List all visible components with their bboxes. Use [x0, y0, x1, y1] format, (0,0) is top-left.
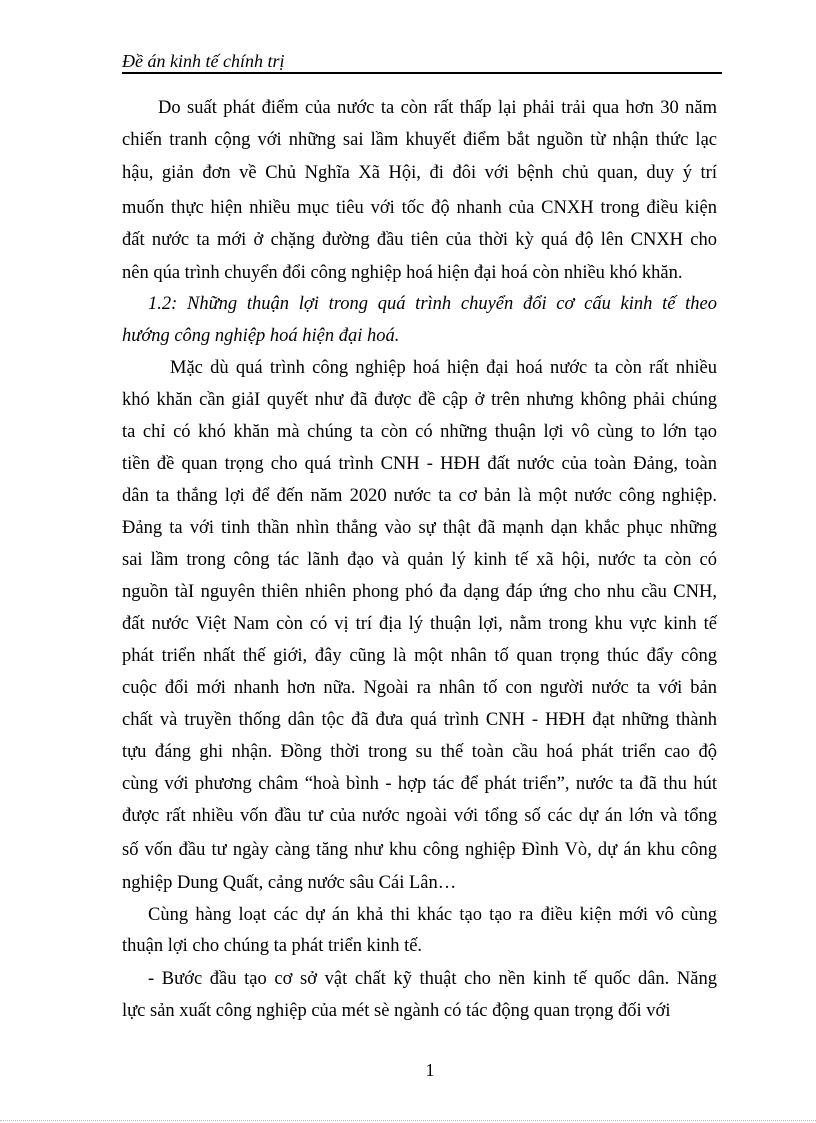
text-line: đất nước Việt Nam còn có vị trí địa lý thuận lợi, nằm trong khu vực kinh tế	[122, 614, 717, 634]
text-line: nghiệp Dung Quất, cảng nước sâu Cái Lân…	[122, 873, 457, 893]
section-heading-line: 1.2: Những thuận lợi trong quá trình chuyển đổi cơ cấu kinh tế theo	[148, 294, 717, 314]
text-line: sai lầm trong công tác lãnh đạo và quản lý kinh tế xã hội, nước ta còn có	[122, 550, 717, 570]
text-line: tiền đề quan trọng cho quá trình CNH - HĐH đất nước của toàn Đảng, toàn	[122, 454, 717, 474]
text-line: được rất nhiều vốn đầu tư của nước ngoài với tổng số các dự án lớn và tổng	[122, 806, 717, 826]
header-title: Đề án kinh tế chính trị	[122, 51, 285, 71]
page-header	[122, 47, 722, 74]
text-line: thuận lợi cho chúng ta phát triển kinh tế.	[122, 936, 423, 956]
text-line: tựu đáng ghi nhận. Đồng thời trong su thế toàn cầu hoá phát triển cao độ	[122, 742, 717, 762]
text-line: nguồn tàI nguyên thiên nhiên phong phó đa dạng đáp ứng cho nhu cầu CNH,	[122, 582, 717, 602]
text-line: muốn thực hiện nhiều mục tiêu với tốc độ nhanh của CNXH trong điều kiện	[122, 198, 717, 218]
text-line: chất và truyền thống dân tộc đã đưa quá trình CNH - HĐH đạt những thành	[122, 710, 717, 730]
text-line: ta chỉ có khó khăn mà chúng ta còn có những thuận lợi vô cùng to lớn tạo	[122, 422, 717, 442]
text-line: Đảng ta với tinh thần nhìn thẳng vào sự thật đã mạnh dạn khắc phục những	[122, 518, 717, 538]
page-number: 1	[425, 1060, 435, 1080]
text-line: số vốn đầu tư ngày càng tăng như khu công nghiệp Đình Vò, dự án khu công	[122, 840, 717, 860]
text-line: nên qúa trình chuyển đổi công nghiệp hoá hiện đại hoá còn nhiều khó khăn.	[122, 263, 683, 283]
text-line: - Bước đầu tạo cơ sở vật chất kỹ thuật cho nền kinh tế quốc dân. Năng	[148, 969, 717, 989]
text-line: Cùng hàng loạt các dự án khả thi khác tạo tạo ra điều kiện mới vô cùng	[148, 905, 717, 925]
text-line: cùng với phương châm “hoà bình - hợp tác để phát triển”, nước ta đã thu hút	[122, 774, 717, 794]
text-line: hậu, giản đơn về Chủ Nghĩa Xã Hội, đi đôi với bệnh chủ quan, duy ý trí	[122, 163, 717, 183]
text-line: chiến tranh cộng với những sai lầm khuyết điểm bắt nguồn từ nhận thức lạc	[122, 130, 717, 150]
text-line: dân ta thắng lợi để đến năm 2020 nước ta cơ bản là một nước công nghiệp.	[122, 486, 717, 506]
text-line: khó khăn cần giảI quyết như đã được đề cập ở trên nhưng không phải chúng	[122, 390, 717, 410]
text-line: Mặc dù quá trình công nghiệp hoá hiện đại hoá nước ta còn rất nhiều	[170, 358, 717, 378]
text-line: phát triển nhất thế giới, đây cũng là một nhân tố quan trọng thúc đẩy công	[122, 646, 717, 666]
text-line: cuộc đổi mới nhanh hơn nữa. Ngoài ra nhân tố con người nước ta với bản	[122, 678, 717, 698]
text-line: Do suất phát điểm của nước ta còn rất thấp lại phải trải qua hơn 30 năm	[158, 98, 717, 118]
text-line: lực sản xuất công nghiệp của mét sè ngành có tác động quan trọng đối với	[122, 1001, 671, 1021]
section-heading-line: hướng công nghiệp hoá hiện đại hoá.	[122, 326, 400, 346]
page-bottom-divider	[0, 1120, 816, 1121]
text-line: đất nước ta mới ở chặng đường đầu tiên của thời kỳ quá độ lên CNXH cho	[122, 230, 717, 250]
